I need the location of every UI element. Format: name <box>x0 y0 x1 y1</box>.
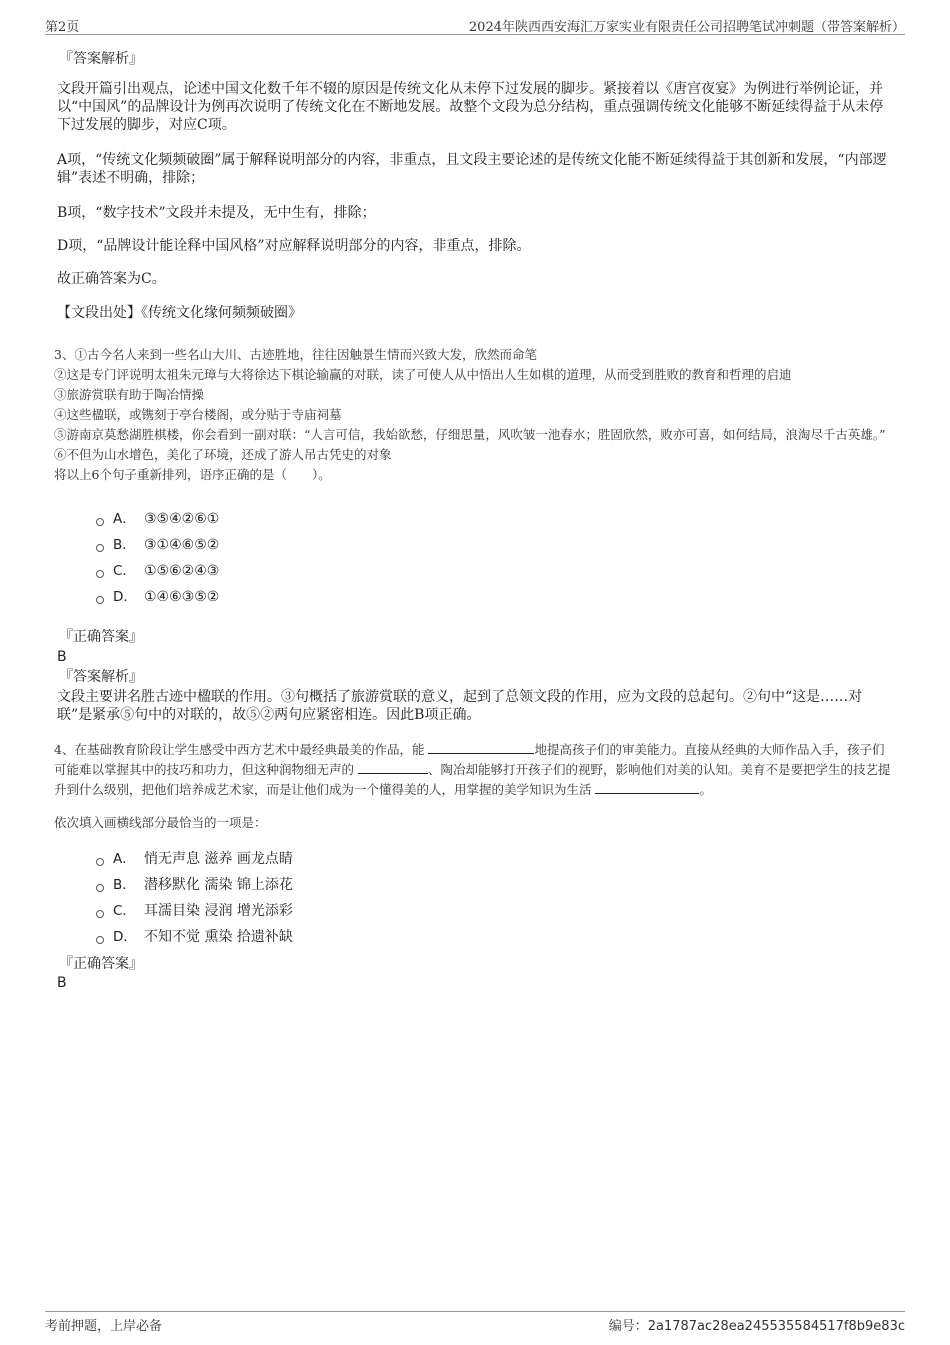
q4-blank-2 <box>358 760 428 774</box>
q3-option-c[interactable] <box>96 562 219 580</box>
option-letter: B． <box>113 877 136 893</box>
option-text: 潜移默化 濡染 锦上添花 <box>144 877 293 893</box>
q3-stem <box>54 345 894 485</box>
q4-prompt: 依次填入画横线部分最恰当的一项是： <box>54 815 267 830</box>
option-letter: D． <box>113 929 137 945</box>
code-label: 编号： <box>608 1319 648 1334</box>
option-text: 不知不觉 熏染 拾遗补缺 <box>144 929 293 945</box>
radio-icon[interactable] <box>96 910 104 918</box>
option-letter: A． <box>113 511 136 527</box>
q2-analysis-label: 『答案解析』 <box>59 51 143 67</box>
q3-analysis-label: 『答案解析』 <box>59 669 143 685</box>
radio-icon[interactable] <box>96 936 104 944</box>
q4-option-b[interactable] <box>96 876 293 894</box>
page-footer <box>45 1311 905 1336</box>
q3-option-d[interactable] <box>96 588 219 606</box>
option-text: 耳濡目染 浸润 增光添彩 <box>144 903 293 919</box>
q3-answer-label: 『正确答案』 <box>59 629 143 645</box>
q3-option-a[interactable] <box>96 510 219 528</box>
q4-text-1: 4、在基础教育阶段让学生感受中西方艺术中最经典最美的作品，能 <box>54 742 429 757</box>
q4-answer-label: 『正确答案』 <box>59 956 143 972</box>
option-text: ①⑤⑥②④③ <box>144 563 220 579</box>
q2-option-d-analysis: D项，“品牌设计能诠释中国风格”对应解释说明部分的内容，非重点，排除。 <box>57 238 531 254</box>
radio-icon[interactable] <box>96 570 104 578</box>
q3-line: ⑥不但为山水增色，美化了环境，还成了游人吊古凭史的对象 <box>54 447 392 462</box>
q4-option-a[interactable] <box>96 850 293 868</box>
q3-line: ⑤游南京莫愁湖胜棋楼，你会看到一副对联：“人言可信，我始欲愁，仔细思量，风吹皱一池春水；胜固欣然，败亦可喜，如何结局，浪淘尽千古英雄。” <box>54 427 886 442</box>
q3-option-b[interactable] <box>96 536 219 554</box>
q3-line: ③旅游赏联有助于陶冶情操 <box>54 387 205 402</box>
option-letter: D． <box>113 589 137 605</box>
q4-blank-1 <box>428 740 534 754</box>
page-number: 第2页 <box>45 20 80 35</box>
document-code <box>609 1315 905 1334</box>
option-letter: A． <box>113 851 136 867</box>
q3-line: 3、①古今名人来到一些名山大川、古迹胜地，往往因触景生情而兴致大发，欣然而命笔 <box>54 347 537 362</box>
q4-text-3: 、陶冶却能够打开孩子们的视野，影响他们对美的认知。美育不是要把学生的技艺提升到什么级别，把他们培养成艺术家，而是让他们成为一个懂得美的人，用掌握的美学知识为生活 <box>54 762 891 797</box>
radio-icon[interactable] <box>96 544 104 552</box>
q4-blank-3 <box>595 780 699 794</box>
radio-icon[interactable] <box>96 596 104 604</box>
q4-text-2: 地提高孩子们的审美能力。直接从经典的大师作品入手，孩子们可能难以掌握其中的技巧和功力，但这种润物细无声的 <box>54 742 885 777</box>
radio-icon[interactable] <box>96 518 104 526</box>
option-text: ①④⑥③⑤② <box>144 589 220 605</box>
option-letter: C． <box>113 563 136 579</box>
q2-conclusion: 故正确答案为C。 <box>57 271 166 287</box>
q4-option-c[interactable] <box>96 902 293 920</box>
q3-line: ②这是专门评说明太祖朱元璋与大将徐达下棋论输赢的对联，读了可使人从中悟出人生如棋的道理，从而受到胜败的教育和哲理的启迪 <box>54 367 792 382</box>
radio-icon[interactable] <box>96 884 104 892</box>
q4-stem <box>54 740 894 800</box>
q4-option-d[interactable] <box>96 928 293 946</box>
q3-answer: B <box>57 649 67 665</box>
q2-option-a-analysis: A项，“传统文化频频破圈”属于解释说明部分的内容，非重点，且文段主要论述的是传统文化能不断延续得益于其创新和发展，“内部逻辑”表述不明确，排除； <box>57 152 887 186</box>
option-text: ③①④⑥⑤② <box>144 537 220 553</box>
option-text: 悄无声息 滋养 画龙点睛 <box>144 851 293 867</box>
option-letter: B． <box>113 537 136 553</box>
q3-analysis: 文段主要讲名胜古迹中楹联的作用。③句概括了旅游赏联的意义，起到了总领文段的作用，应为文段的总起句。②句中“这是……对联”是紧承⑤句中的对联的，故⑤②两句应紧密相连。因此B项正确。 <box>57 689 863 723</box>
page-header <box>45 14 905 35</box>
q4-answer: B <box>57 975 67 991</box>
q3-line: ④这些楹联，或镌刻于亭台楼阁，或分贴于寺庙祠墓 <box>54 407 342 422</box>
footer-slogan: 考前押题，上岸必备 <box>45 1319 163 1334</box>
code-value: 2a1787ac28ea245535584517f8b9e83c <box>647 1319 905 1334</box>
q2-source: 【文段出处】《传统文化缘何频频破圈》 <box>57 305 302 321</box>
q2-option-b-analysis: B项，“数字技术”文段并未提及，无中生有，排除； <box>57 205 376 221</box>
q2-analysis-paragraph: 文段开篇引出观点，论述中国文化数千年不辍的原因是传统文化从未停下过发展的脚步。紧接着以《唐宫夜宴》为例进行举例论证，并以“中国风”的品牌设计为例再次说明了传统文化在不断地发展。故整个文段为总分结构，重点强调传统文化能够不断延续得益于从未停下过发展的脚步，对应C项。 <box>57 81 884 133</box>
radio-icon[interactable] <box>96 858 104 866</box>
option-letter: C． <box>113 903 136 919</box>
q3-line: 将以上6个句子重新排列，语序正确的是（ ）。 <box>54 467 331 482</box>
document-title: 2024年陕西西安海汇万家实业有限责任公司招聘笔试冲刺题（带答案解析） <box>468 20 905 35</box>
option-text: ③⑤④②⑥① <box>144 511 220 527</box>
q4-text-4: 。 <box>699 782 712 797</box>
